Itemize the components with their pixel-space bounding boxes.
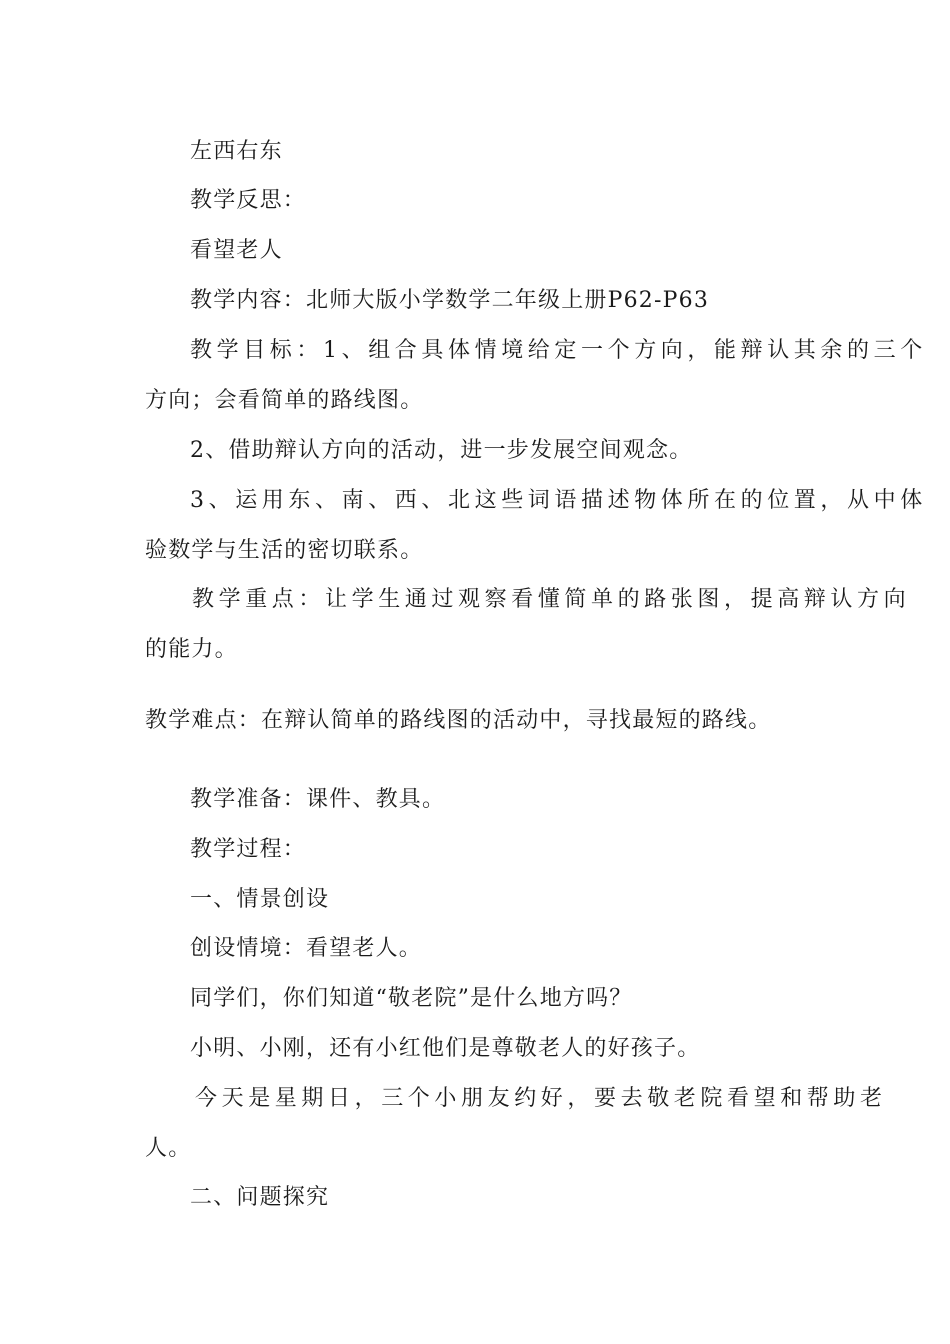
text-line: 小明、小刚，还有小红他们是尊敬老人的好孩子。 xyxy=(190,1036,701,1061)
text-line: 3、运用东、南、西、北这些词语描述物体所在的位置，从中体 xyxy=(190,488,927,513)
text-line: 教学内容：北师大版小学数学二年级上册P62-P63 xyxy=(190,288,710,313)
section-heading: 看望老人 xyxy=(190,238,283,263)
text-line: 教学重点：让学生通过观察看懂简单的路张图，提高辩认方向 xyxy=(192,587,911,612)
text-line: 2、借助辩认方向的活动，进一步发展空间观念。 xyxy=(190,438,693,463)
text-line: 左西右东 xyxy=(190,139,283,164)
section-heading: 二、问题探究 xyxy=(190,1185,330,1210)
text-line: 教学目标：1、组合具体情境给定一个方向，能辩认其余的三个 xyxy=(190,338,927,363)
text-line: 教学反思： xyxy=(190,188,307,213)
text-line: 教学过程： xyxy=(190,837,307,862)
text-line: 的能力。 xyxy=(145,637,238,662)
text-line: 创设情境：看望老人。 xyxy=(190,936,423,961)
text-line: 同学们，你们知道“敬老院”是什么地方吗？ xyxy=(190,986,633,1011)
text-line: 今天是星期日，三个小朋友约好，要去敬老院看望和帮助老 xyxy=(195,1086,887,1111)
text-line: 验数学与生活的密切联系。 xyxy=(145,538,424,563)
section-heading: 一、情景创设 xyxy=(190,887,330,912)
text-line: 教学难点：在辩认简单的路线图的活动中，寻找最短的路线。 xyxy=(145,708,772,733)
text-line: 教学准备：课件、教具。 xyxy=(190,787,446,812)
text-line: 方向；会看简单的路线图。 xyxy=(145,388,424,413)
text-line: 人。 xyxy=(145,1136,192,1161)
